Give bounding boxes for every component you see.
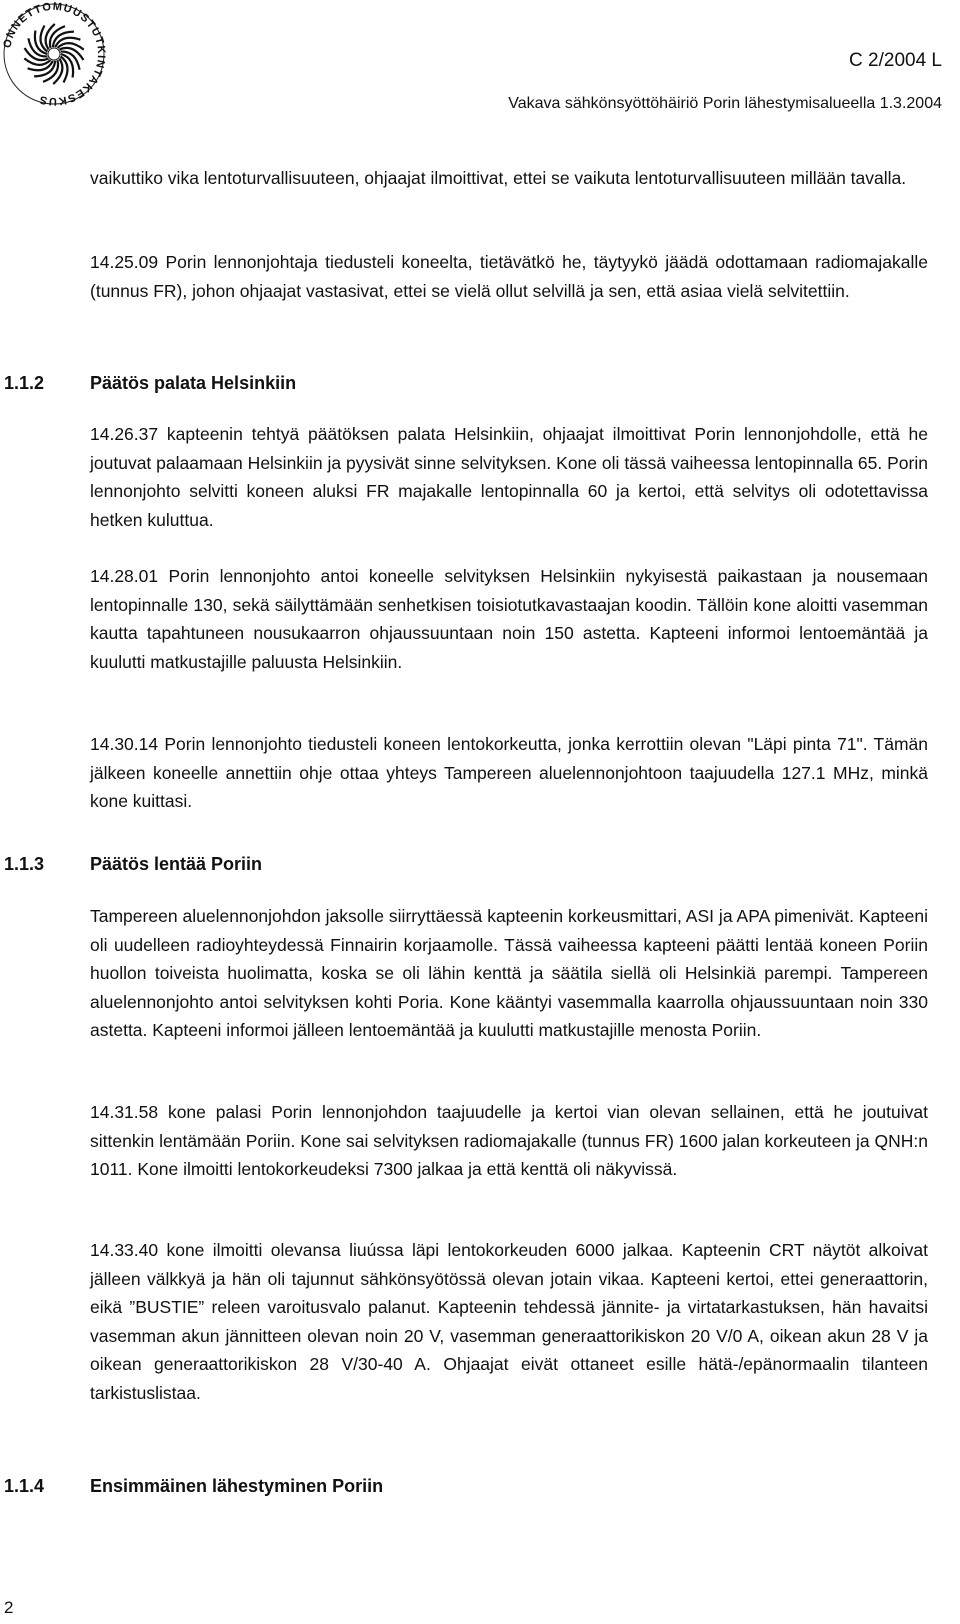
paragraph: 14.31.58 kone palasi Porin lennonjohdon taajuudelle ja kertoi vian olevan sellainen, että he joutuivat sittenkin lentämään Poriin. Kone sai selvityksen radiomajakalle (tunnus FR) 1600 jalan korkeuteen ja QNH:n 1011. Kone ilmoitti lentokorkeudeksi 7300 jalkaa ja että kenttä oli näkyvissä. <box>90 1102 928 1179</box>
section-number: 1.1.3 <box>4 854 45 874</box>
paragraph: 14.28.01 Porin lennonjohto antoi koneelle selvityksen Helsinkiin nykyisestä paikastaan ja nousemaan lentopinnalle 130, sekä säilyttämään senhetkisen toisiotutkavastaajan koodin. Tällöin kone aloitti vasemman kautta tapahtuneen nousukaarron ohjaussuuntaan noin 150 astetta. Kapteeni informoi lentoemäntää ja kuulutti matkustajille paluusta Helsinkiin. <box>90 566 928 672</box>
section-title: Ensimmäinen lähestyminen Poriin <box>90 1476 384 1496</box>
section-number: 1.1.2 <box>4 373 45 393</box>
section-heading <box>4 852 262 876</box>
svg-text:ONNETTOMUUSTUTKINTAKESKUS: ONNETTOMUUSTUTKINTAKESKUS <box>1 0 108 108</box>
document-subtitle: Vakava sähkönsyöttöhäiriö Porin lähestymisalueella 1.3.2004 <box>508 95 942 112</box>
section-title: Päätös lentää Poriin <box>90 854 263 874</box>
paragraph: 14.26.37 kapteenin tehtyä päätöksen palata Helsinkiin, ohjaajat ilmoittivat Porin lennonjohdolle, että he joutuvat palaamaan Helsinkiin ja pyysivät sinne selvityksen. Kone oli tässä vaiheessa lentopinnalla 65. Porin lennonjohto selvitti koneen aluksi FR majakalle lentopinnalla 60 ja kertoi, että selvitys oli odotettavissa hetken kuluttua. <box>90 424 928 530</box>
paragraph: Tampereen aluelennonjohdon jaksolle siirryttäessä kapteenin korkeusmittari, ASI ja APA pimenivät. Kapteeni oli uudelleen radioyhteydessä Finnairin korjaamolle. Tässä vaiheessa kapteeni päätti lentää koneen Poriin huollon toiveista huolimatta, koska se oli lähin kenttä ja säätila siellä oli Helsinkiä parempi. Tampereen aluelennonjohto antoi selvityksen kohti Poria. Kone kääntyi vasemmalla kaarrolla ohjaussuuntaan noin 330 astetta. Kapteeni informoi jälleen lentoemäntää ja kuulutti matkustajille menosta Poriin. <box>90 906 928 1040</box>
paragraph: 14.25.09 Porin lennonjohtaja tiedusteli koneelta, tietävätkö he, täytyykö jäädä odottamaan radiomajakalle (tunnus FR), johon ohjaajat vastasivat, ettei se vielä ollut selvillä ja sen, että asiaa vielä selvitettiin. <box>90 252 928 301</box>
section-number: 1.1.4 <box>4 1476 45 1496</box>
section-title: Päätös palata Helsinkiin <box>90 373 297 393</box>
paragraph: vaikuttiko vika lentoturvallisuuteen, ohjaajat ilmoittivat, ettei se vaikuta lentoturvallisuuteen millään tavalla. <box>90 168 907 188</box>
section-heading <box>4 1474 383 1498</box>
paragraph: 14.30.14 Porin lennonjohto tiedusteli koneen lentokorkeutta, jonka kerrottiin olevan "Läpi pinta 71". Tämän jälkeen koneelle annettiin ohje ottaa yhteys Tampereen aluelennonjohtoon taajuudella 127.1 MHz, minkä kone kuittasi. <box>90 734 928 811</box>
document-id: C 2/2004 L <box>849 50 942 71</box>
paragraph: 14.33.40 kone ilmoitti olevansa liuússa läpi lentokorkeuden 6000 jalkaa. Kapteenin CRT näytöt alkoivat jälleen välkkyä ja hän oli tajunnut sähkönsyötössä olevan jotain vikaa. Kapteeni kertoi, ettei generaattorin, eikä ”BUSTIE” releen varoitusvalo palanut. Kapteenin tehdessä jännite- ja virtatarkastuksen, hän havaitsi vasemman akun jännitteen olevan noin 20 V, vasemman generaattorikiskon 20 V/0 A, oikean akun 28 V ja oikean generaattorikiskon 28 V/30-40 A. Ohjaajat eivät ottaneet esille hätä-/epänormaalin tilanteen tarkistuslistaa. <box>90 1240 928 1403</box>
page-number: 2 <box>4 1598 14 1617</box>
seal-graphic <box>0 0 108 108</box>
section-heading <box>4 371 296 395</box>
organization-logo <box>0 0 108 108</box>
